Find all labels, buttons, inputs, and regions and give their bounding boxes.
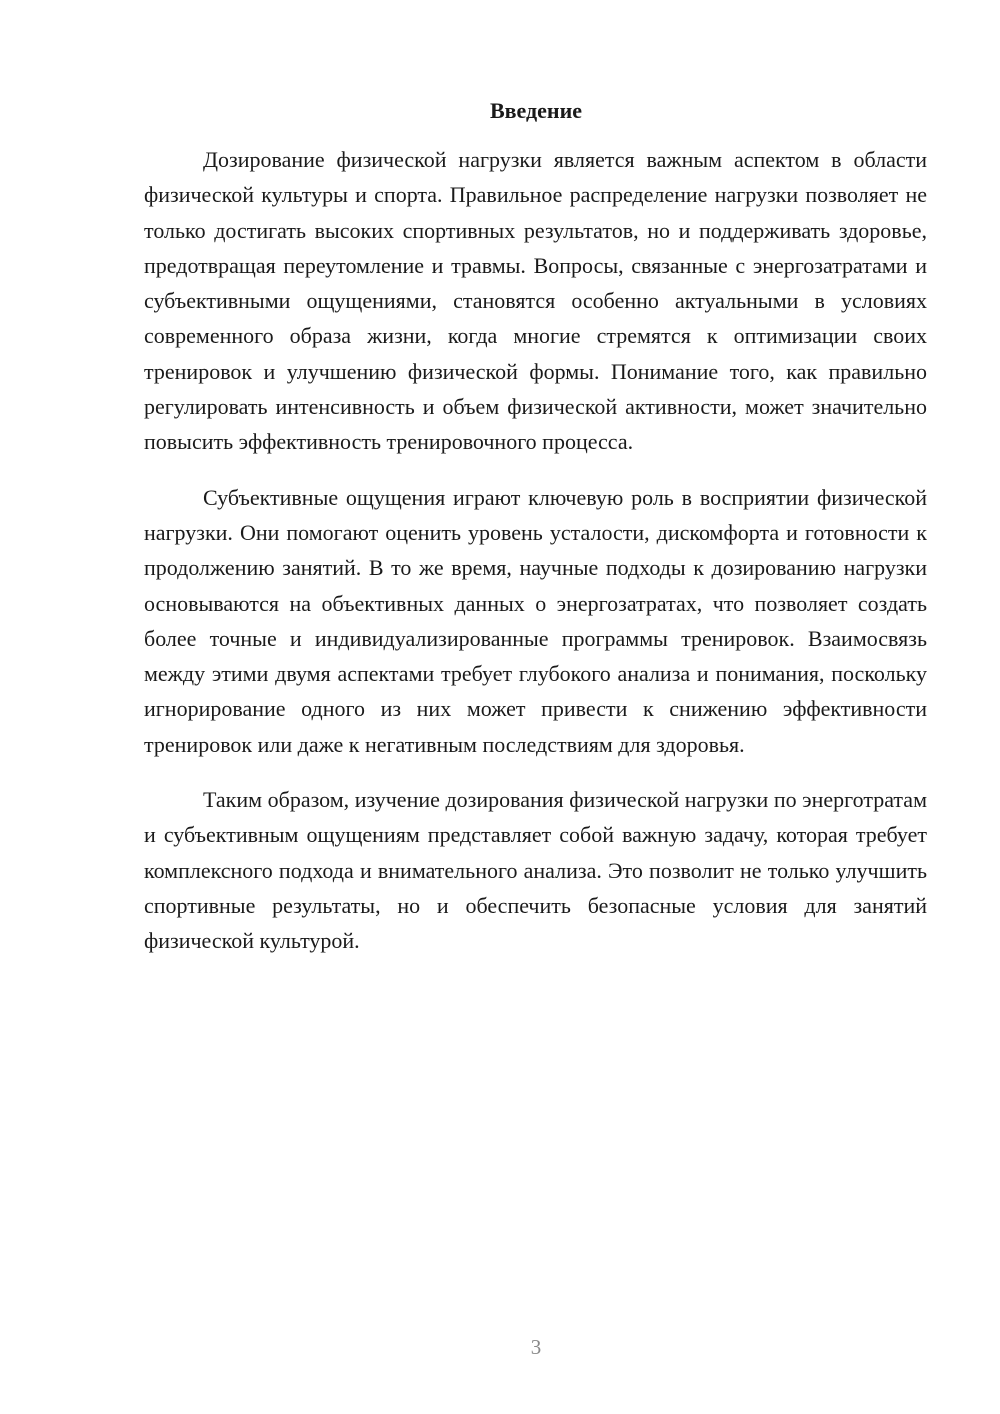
page-number: 3 <box>530 1335 542 1359</box>
paragraph-1: Дозирование физической нагрузки является важным аспектом в области физической культуры и спорта. Правильное распределение нагрузки позволяет не только достигать высоких спортивных результатов, но и поддерживать здоровье, предотвращая переутомление и травмы. Вопросы, связанные с энергозатратами и субъективными ощущениями, становятся особенно актуальными в условиях современного образа жизни, когда многие стремятся к оптимизации своих тренировок и улучшению физической формы. Понимание того, как правильно регулировать интенсивность и объем физической активности, может значительно повысить эффективность тренировочного процесса. <box>144 147 927 455</box>
paragraph-2: Субъективные ощущения играют ключевую роль в восприятии физической нагрузки. Они помогают оценить уровень усталости, дискомфорта и готовности к продолжению занятий. В то же время, научные подходы к дозированию нагрузки основываются на объективных данных о энергозатратах, что позволяет создать более точные и индивидуализированные программы тренировок. Взаимосвязь между этими двумя аспектами требует глубокого анализа и понимания, поскольку игнорирование одного из них может привести к снижению эффективности тренировок или даже к негативным последствиям для здоровья. <box>144 484 927 757</box>
document-body <box>144 142 927 979</box>
page-title: Введение <box>489 98 583 123</box>
paragraph-3: Таким образом, изучение дозирования физической нагрузки по энерготратам и субъективным ощущениям представляет собой важную задачу, которая требует комплексного подхода и внимательного анализа. Это позволит не только улучшить спортивные результаты, но и обеспечить безопасные условия для занятий физической культурой. <box>144 787 927 954</box>
